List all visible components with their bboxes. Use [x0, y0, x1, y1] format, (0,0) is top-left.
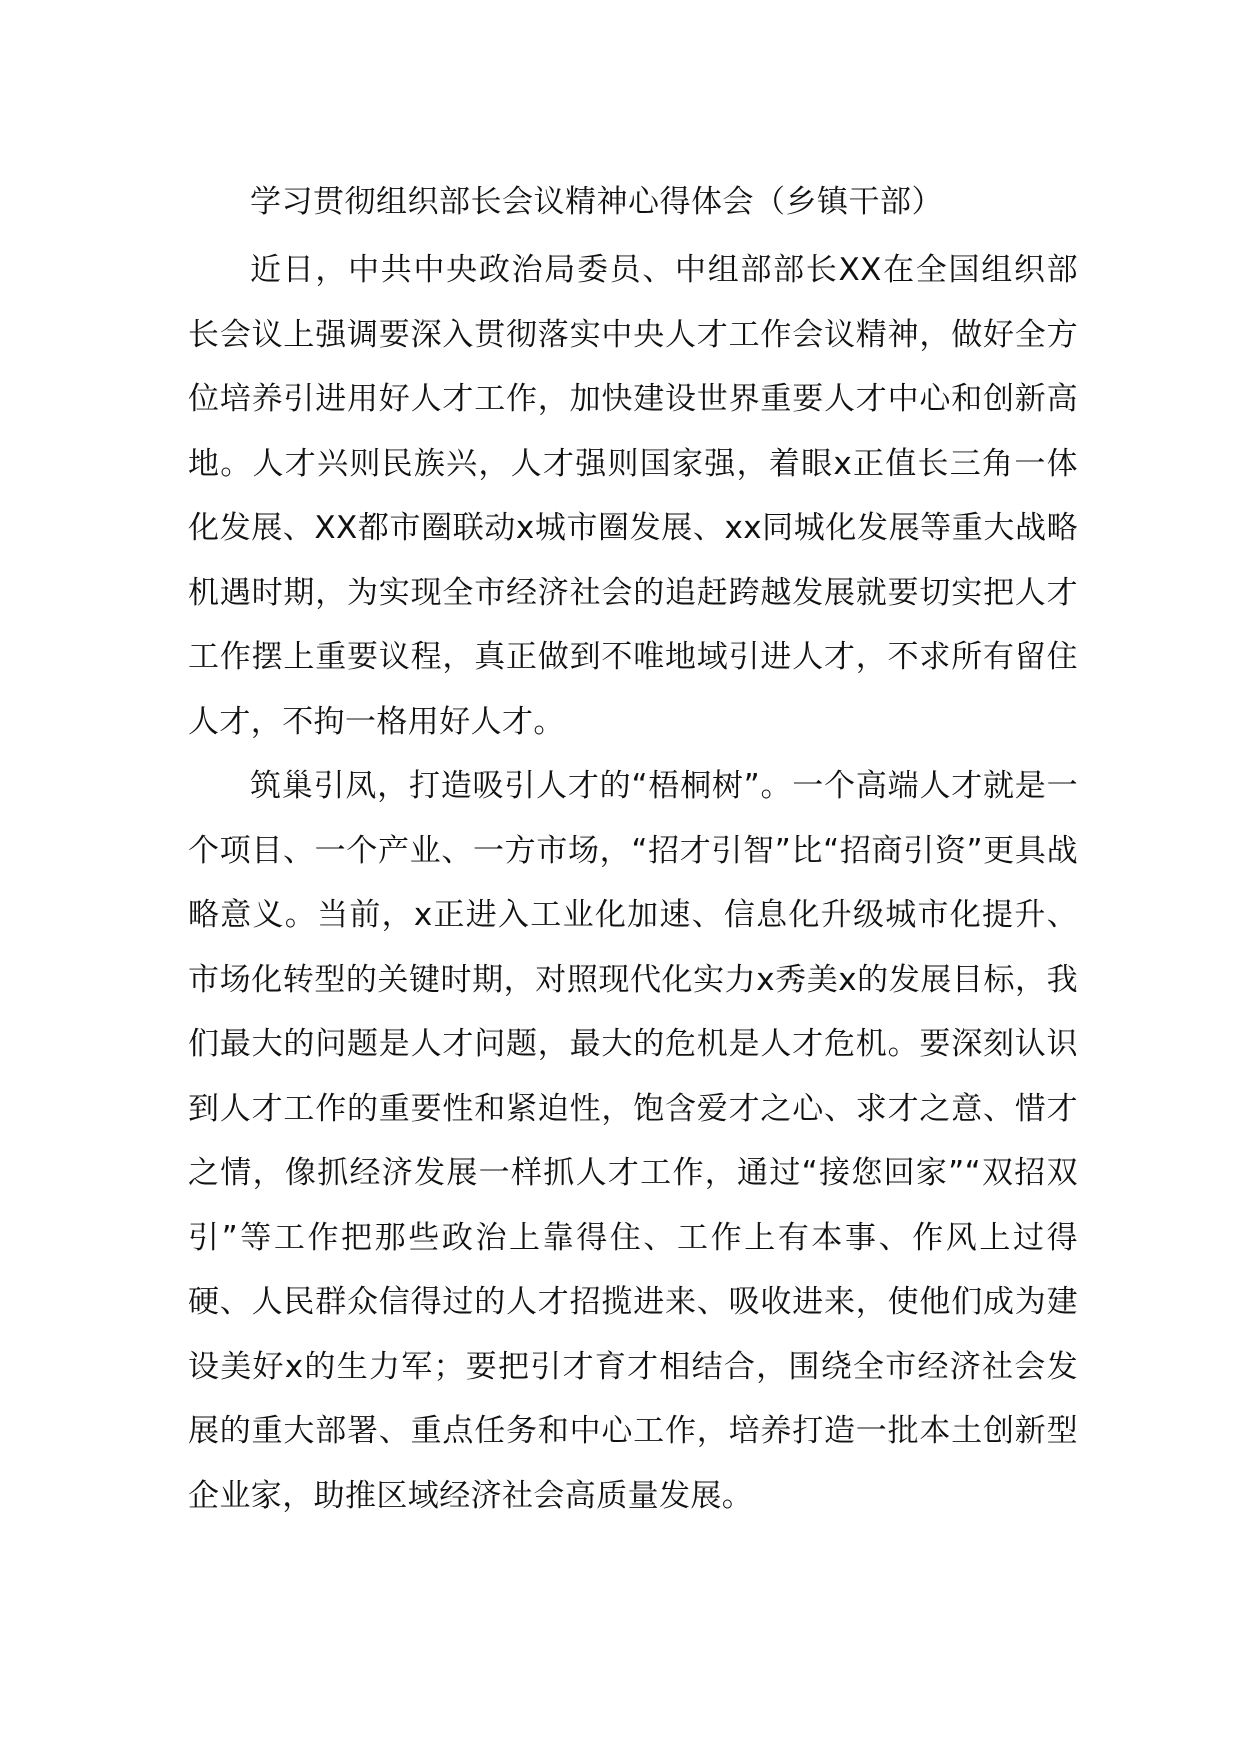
- document-title: 学习贯彻组织部长会议精神心得体会（乡镇干部）: [250, 184, 943, 220]
- paragraph-intro: 近日，中共中央政治局委员、中组部部长XX在全国组织部长会议上强调要深入贯彻落实中央人才工作会议精神，做好全方位培养引进用好人才工作，加快建设世界重要人才中心和创新高地。人才兴则民族兴，人才强则国家强，着眼x正值长三角一体化发展、XX都市圈联动x城市圈发展、xx同城化发展等重大战略机遇时期，为实现全市经济社会的追赶跨越发展就要切实把人才工作摆上重要议程，真正做到不唯地域引进人才，不求所有留住人才，不拘一格用好人才。: [188, 252, 1078, 740]
- paragraph-talent-attraction: 筑巢引凤，打造吸引人才的“梧桐树”。一个高端人才就是一个项目、一个产业、一方市场，“招才引智”比“招商引资”更具战略意义。当前，x正进入工业化加速、信息化升级城市化提升、市场化转型的关键时期，对照现代化实力x秀美x的发展目标，我们最大的问题是人才问题，最大的危机是人才危机。要深刻认识到人才工作的重要性和紧迫性，饱含爱才之心、求才之意、惜才之情，像抓经济发展一样抓人才工作，通过“接您回家”“双招双引”等工作把那些政治上靠得住、工作上有本事、作风上过得硬、人民群众信得过的人才招揽进来、吸收进来，使他们成为建设美好x的生力军；要把引才育才相结合，围绕全市经济社会发展的重大部署、重点任务和中心工作，培养打造一批本土创新型企业家，助推区域经济社会高质量发展。: [188, 768, 1078, 1514]
- document-body: [188, 170, 1078, 1528]
